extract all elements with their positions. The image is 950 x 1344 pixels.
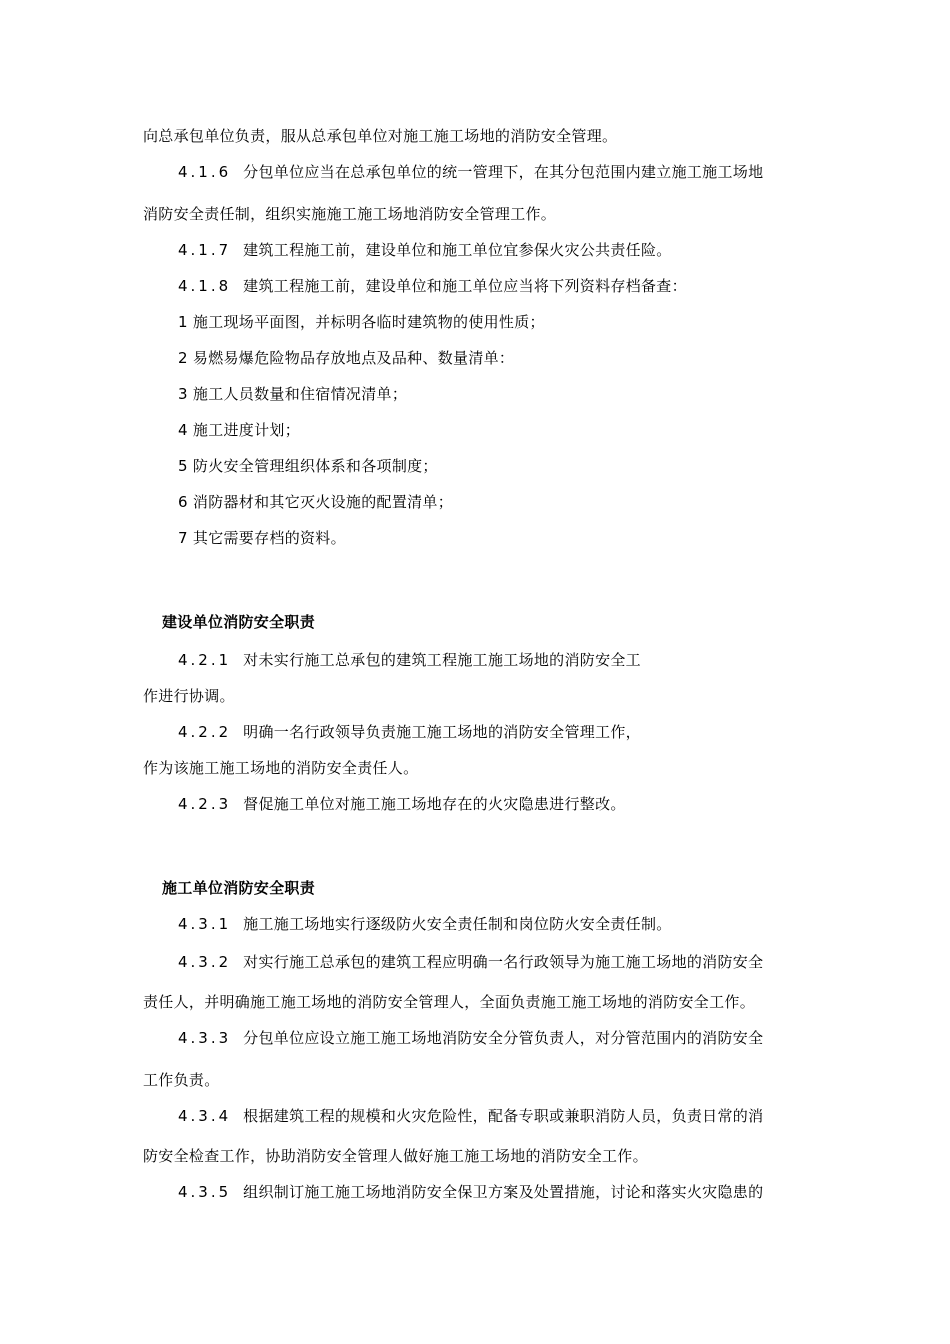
clause-text: 分包单位应当在总承包单位的统一管理下，在其分包范围内建立施工施工场地 [243,163,764,181]
clause-4-3-3 [178,1028,763,1048]
clause-text: 对未实行施工总承包的建筑工程施工施工场地的消防安全工 [243,651,641,669]
clause-4-2-2 [178,722,641,742]
clause-4-2-2-cont: 作为该施工施工场地的消防安全责任人。 [143,759,419,777]
clause-text: 对实行施工总承包的建筑工程应明确一名行政领导为施工施工场地的消防安全 [243,953,764,971]
list-item: 6 消防器材和其它灭火设施的配置清单； [178,493,454,511]
clause-4-3-4-cont: 防安全检查工作，协助消防安全管理人做好施工施工场地的消防安全工作。 [143,1147,648,1165]
clause-4-3-2-cont: 责任人，并明确施工施工场地的消防安全管理人，全面负责施工施工场地的消防安全工作。 [143,993,756,1011]
clause-text: 督促施工单位对施工施工场地存在的火灾隐患进行整改。 [243,795,626,813]
clause-4-1-6 [178,162,763,182]
clause-text: 组织制订施工施工场地消防安全保卫方案及处置措施，讨论和落实火灾隐患的 [243,1183,764,1201]
clause-text: 建筑工程施工前，建设单位和施工单位宜参保火灾公共责任险。 [243,241,672,259]
clause-text: 根据建筑工程的规模和火灾危险性，配备专职或兼职消防人员，负责日常的消 [243,1107,764,1125]
clause-number: 4.3.2 [178,953,232,971]
list-item: 2 易燃易爆危险物品存放地点及品种、数量清单： [178,349,515,367]
clause-number: 4.1.7 [178,241,232,259]
clause-number: 4.2.2 [178,723,232,741]
clause-text: 明确一名行政领导负责施工施工场地的消防安全管理工作， [243,723,641,741]
list-item: 1 施工现场平面图，并标明各临时建筑物的使用性质； [178,313,545,331]
clause-number: 4.3.1 [178,915,232,933]
clause-4-3-4 [178,1106,763,1126]
clause-number: 4.2.1 [178,651,232,669]
clause-text: 建筑工程施工前，建设单位和施工单位应当将下列资料存档备查： [243,277,687,295]
clause-4-3-1 [178,914,672,934]
clause-number: 4.1.8 [178,277,232,295]
clause-number: 4.3.3 [178,1029,232,1047]
clause-4-2-1 [178,650,641,670]
clause-text: 分包单位应设立施工施工场地消防安全分管负责人，对分管范围内的消防安全 [243,1029,764,1047]
clause-number: 4.3.5 [178,1183,232,1201]
list-item: 3 施工人员数量和住宿情况清单； [178,385,408,403]
clause-number: 4.1.6 [178,163,232,181]
clause-text: 施工施工场地实行逐级防火安全责任制和岗位防火安全责任制。 [243,915,672,933]
section-heading: 施工单位消防安全职责 [162,879,316,897]
clause-4-1-6-cont: 消防安全责任制，组织实施施工施工场地消防安全管理工作。 [143,205,557,223]
list-item: 4 施工进度计划； [178,421,301,439]
paragraph-continuation: 向总承包单位负责，服从总承包单位对施工施工场地的消防安全管理。 [143,127,618,145]
clause-number: 4.3.4 [178,1107,232,1125]
clause-4-2-3 [178,794,626,814]
clause-4-2-1-cont: 作进行协调。 [143,687,235,705]
clause-4-3-2 [178,952,763,972]
clause-4-3-3-cont: 工作负责。 [143,1071,220,1089]
section-heading: 建设单位消防安全职责 [162,613,316,631]
clause-number: 4.2.3 [178,795,232,813]
list-item: 7 其它需要存档的资料。 [178,529,346,547]
list-item: 5 防火安全管理组织体系和各项制度； [178,457,438,475]
clause-4-3-5 [178,1182,763,1202]
clause-4-1-7 [178,240,672,260]
clause-4-1-8 [178,276,687,296]
